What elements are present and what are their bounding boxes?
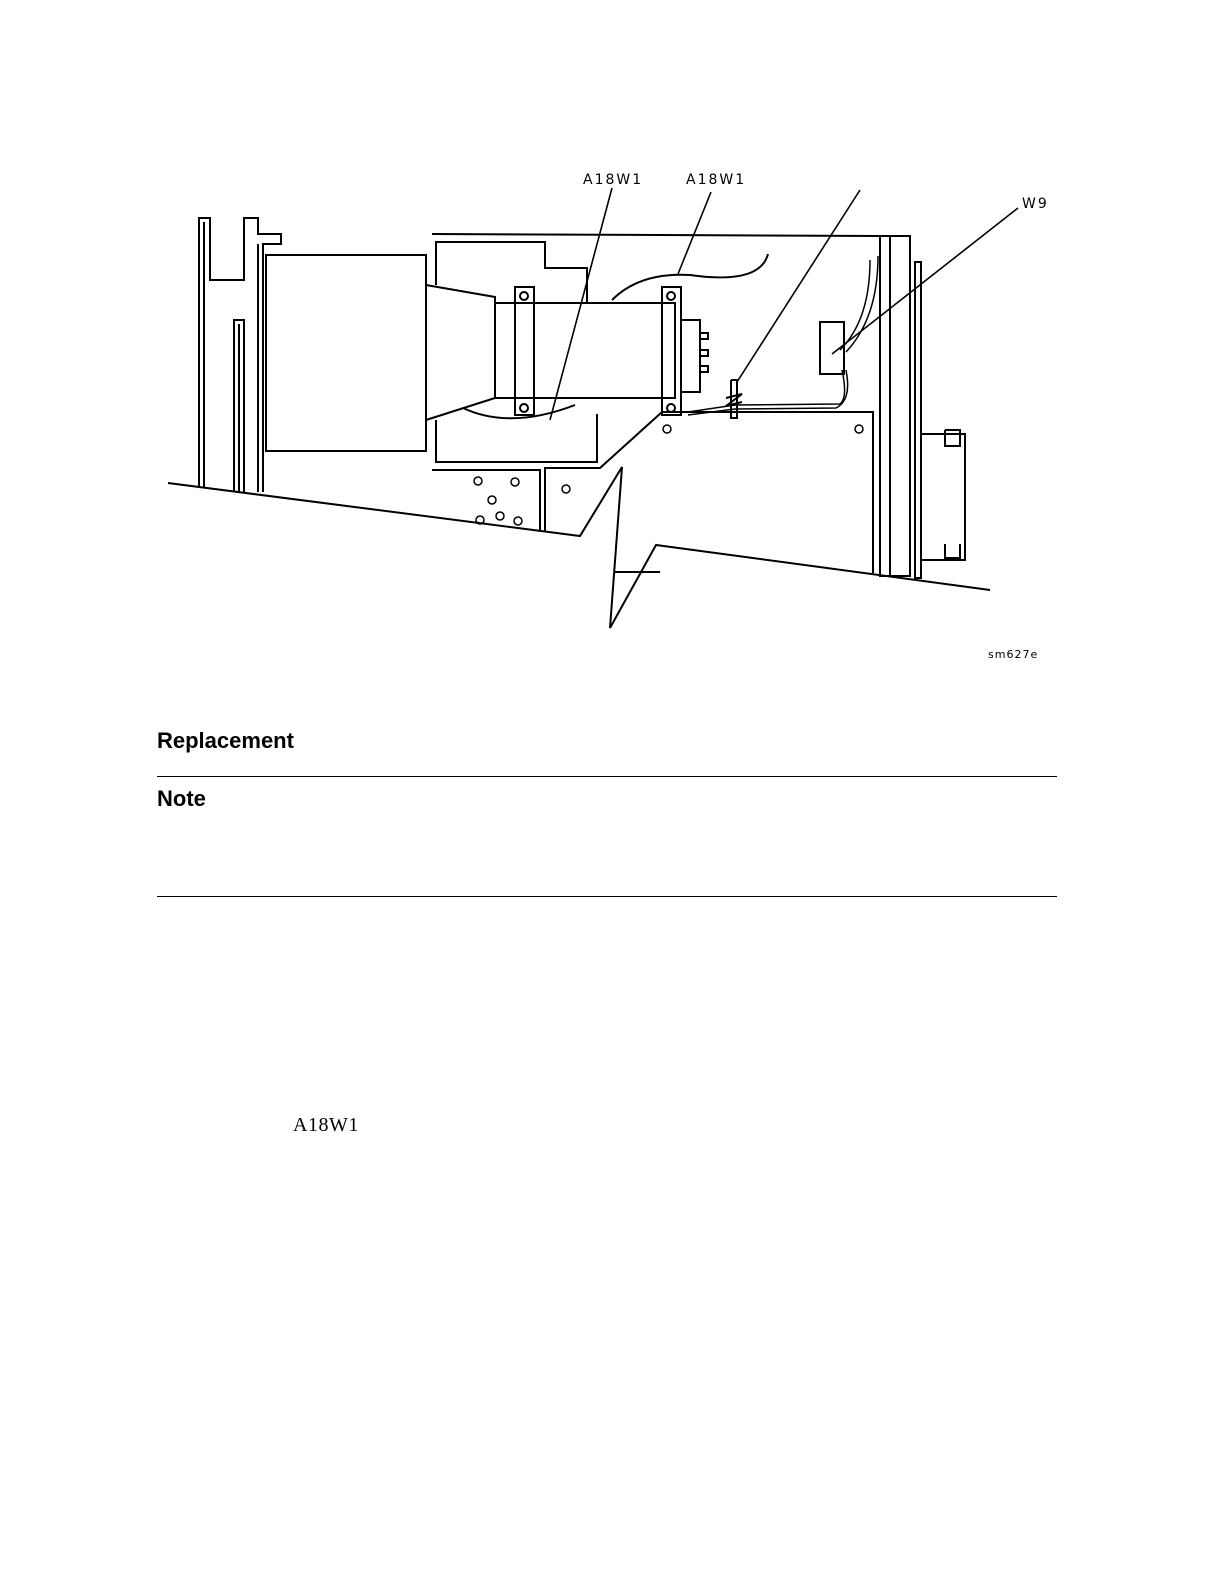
right-panel [880,236,965,578]
callout-a18w1-left: A18W1 [583,172,644,188]
section-heading-replacement: Replacement [157,728,294,753]
mounting-holes [474,425,863,525]
break-line [168,467,990,628]
enclosure-outline [432,234,880,573]
assembly-illustration [0,0,1230,700]
bracket-assembly [463,287,708,418]
cable-reference-text: A18W1 [293,1114,359,1136]
callout-a18w1-right: A18W1 [686,172,747,188]
cable-harness [688,256,878,415]
note-label: Note [157,786,206,811]
callout-w9: W9 [1022,196,1049,212]
display-housing [266,255,495,451]
cable-a18w1 [612,254,768,300]
note-top-rule [157,776,1057,777]
figure-id: sm627e [988,648,1039,661]
note-bottom-rule [157,896,1057,897]
